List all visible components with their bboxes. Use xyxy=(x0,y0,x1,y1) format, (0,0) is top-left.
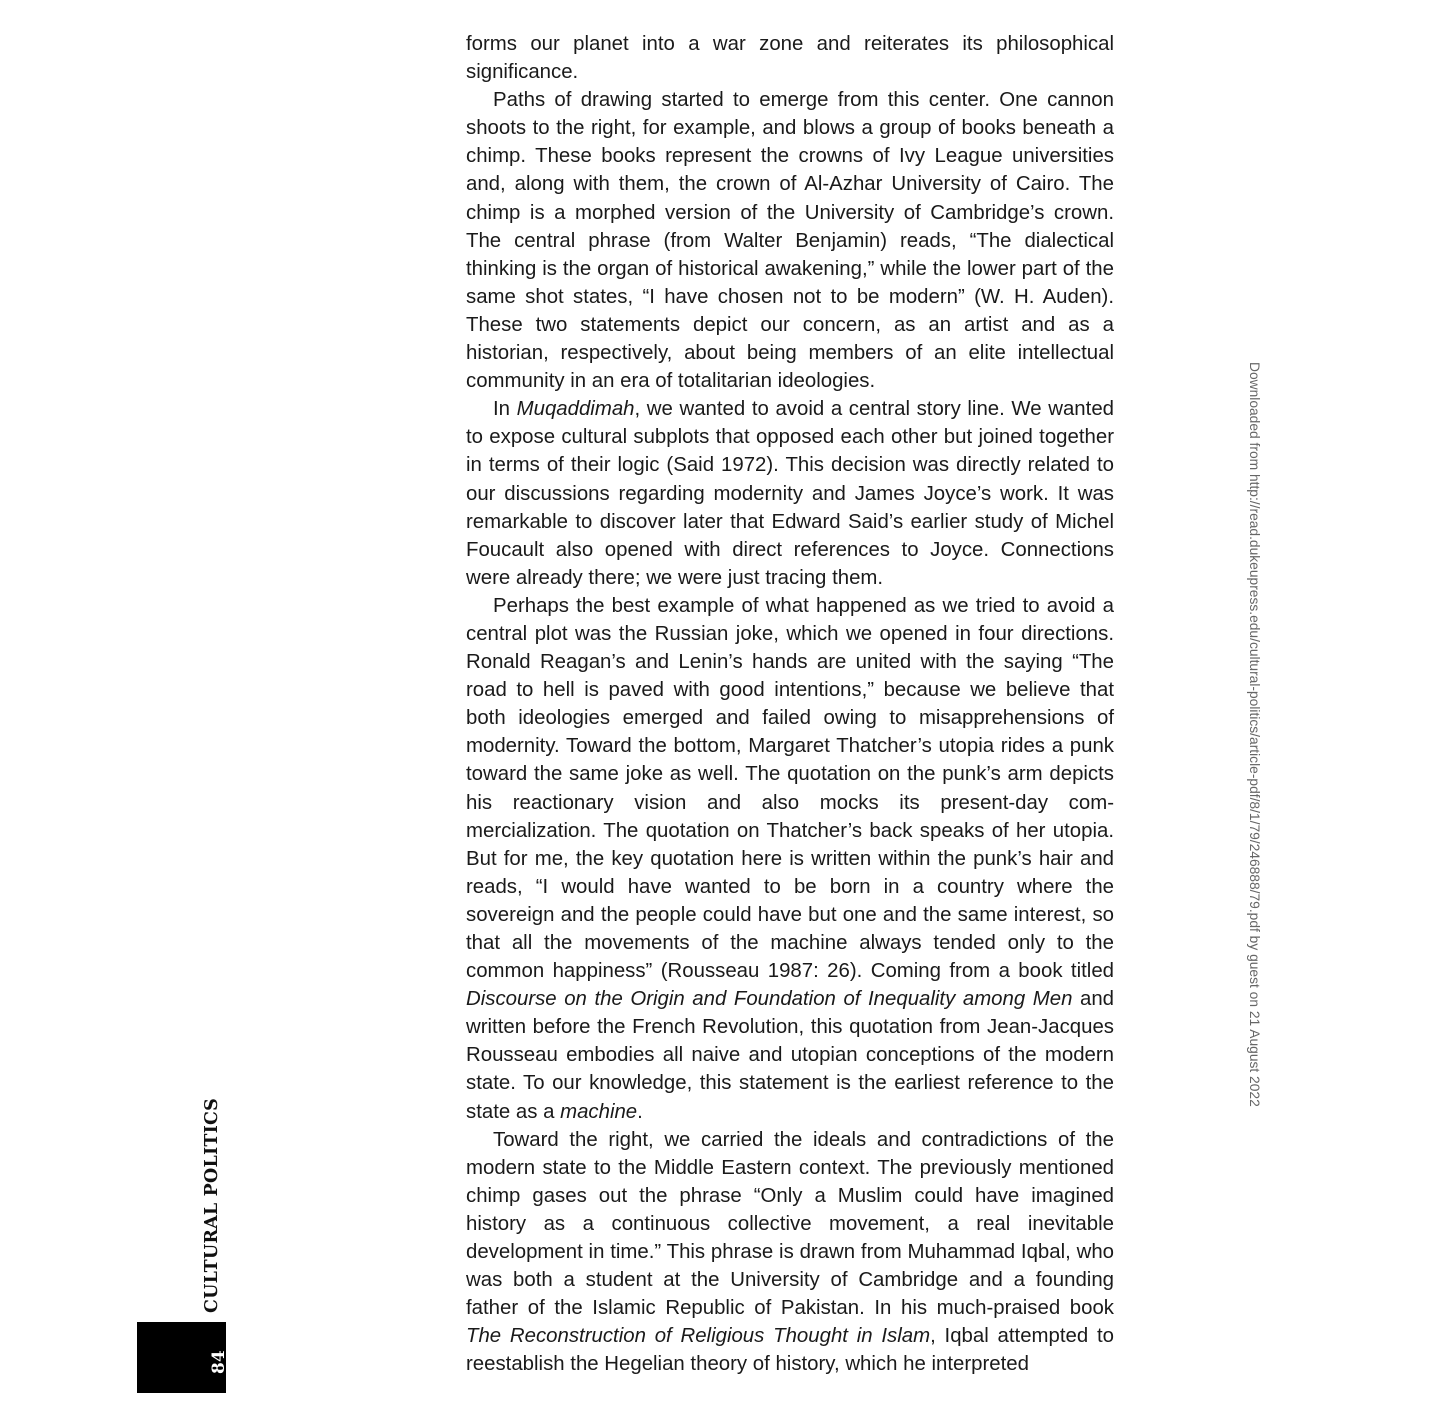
paragraph-4-text-after: . xyxy=(637,1100,643,1123)
paragraph-2 xyxy=(466,86,1114,395)
paragraph-5 xyxy=(466,1126,1114,1379)
paragraph-3-text-after: , we wanted to avoid a central story line. We wanted to expose cultural subplots that opposed each other but joined together in terms of their logic (Said 1972). This decision was directly related to our discussions regarding modernity and James Joyce’s work. It was remarkable to discover later that Edward Said’s earlier study of Michel Foucault also opened with direct references to Joyce. Connections were already there; we were just tracing them. xyxy=(466,398,1114,589)
paragraph-4-italic-word: machine xyxy=(560,1100,638,1123)
paragraph-2-text: Paths of drawing started to emerge from this center. One cannon shoots to the right, for example, and blows a group of books beneath a chimp. These books represent the crowns of Ivy League universities and, along with them, the crown of Al-Azhar University of Cairo. The chimp is a morphed version of the University of Cambridge’s crown. The central phrase (from Walter Benjamin) reads, “The dialectical thinking is the organ of historical awakening,” while the lower part of the same shot states, “I have chosen not to be modern” (W. H. Auden). These two statements depict our concern, as an artist and as a historian, respectively, about being members of an elite intellectual community in an era of totalitarian ideologies. xyxy=(466,89,1114,393)
paragraph-4 xyxy=(466,592,1114,1126)
page-number: 84 xyxy=(209,1350,229,1374)
paragraph-4-italic-title: Discourse on the Origin and Foundation of Inequality among Men xyxy=(466,988,1073,1011)
paragraph-5-text-before: Toward the right, we carried the ideals and contradictions of the modern state to the Middle Eastern context. The previously mentioned chimp gases out the phrase “Only a Muslim could have imagined history as a continuous collective movement, a real inevitable development in time.” This phrase is drawn from Muhammad Iqbal, who was both a student at the University of Cambridge and a founding father of the Islamic Republic of Pakistan. In his much-praised book xyxy=(466,1128,1114,1320)
download-watermark: Downloaded from http://read.dukeupress.edu/cultural-politics/article-pdf/8/1/79/246888/79.pdf by guest on 21 August 2022 xyxy=(1247,362,1262,1107)
paragraph-5-text-after: , Iqbal attempted to reestablish the Hegelian theory of history, which he interpreted xyxy=(466,1325,1114,1376)
paragraph-1-text: forms our planet into a war zone and reiterates its philosophical significance. xyxy=(466,33,1114,84)
paragraph-4-text-before: Perhaps the best example of what happened as we tried to avoid a central plot was the Russian joke, which we opened in four directions. Ronald Reagan’s and Lenin’s hands are united with the saying “The road to hell is paved with good intentions,” because we believe that both ideologies emerged and failed owing to misapprehensions of modernity. Toward the bottom, Margaret Thatcher’s utopia rides a punk toward the same joke as well. The quotation on the punk’s arm depicts his reactionary vision and also mocks its present-day commercialization. The quotation on Thatcher’s back speaks of her utopia. But for me, the key quotation here is written within the punk’s hair and reads, “I would have wanted to be born in a country where the sovereign and the people could have but one and the same interest, so that all the movements of the machine always tended only to the common happiness” (Rousseau 1987: 26). Coming from a book titled xyxy=(466,594,1114,983)
paragraph-3-italic-title: Muqaddimah xyxy=(516,398,635,421)
running-head-journal-title: CULTURAL POLITICS xyxy=(202,1098,222,1313)
paragraph-5-italic-title: The Reconstruction of Religious Thought in Islam xyxy=(466,1325,931,1348)
paragraph-3 xyxy=(466,395,1114,592)
paragraph-1 xyxy=(466,30,1114,86)
body-text xyxy=(466,30,1114,1379)
paragraph-3-text-before: In xyxy=(493,398,517,421)
paragraph-4-text-middle: and written before the French Revolution, this quotation from Jean-Jacques Rousseau embodies all naive and utopian conceptions of the modern state. To our knowledge, this statement is the earliest reference to the state as a xyxy=(466,988,1114,1123)
